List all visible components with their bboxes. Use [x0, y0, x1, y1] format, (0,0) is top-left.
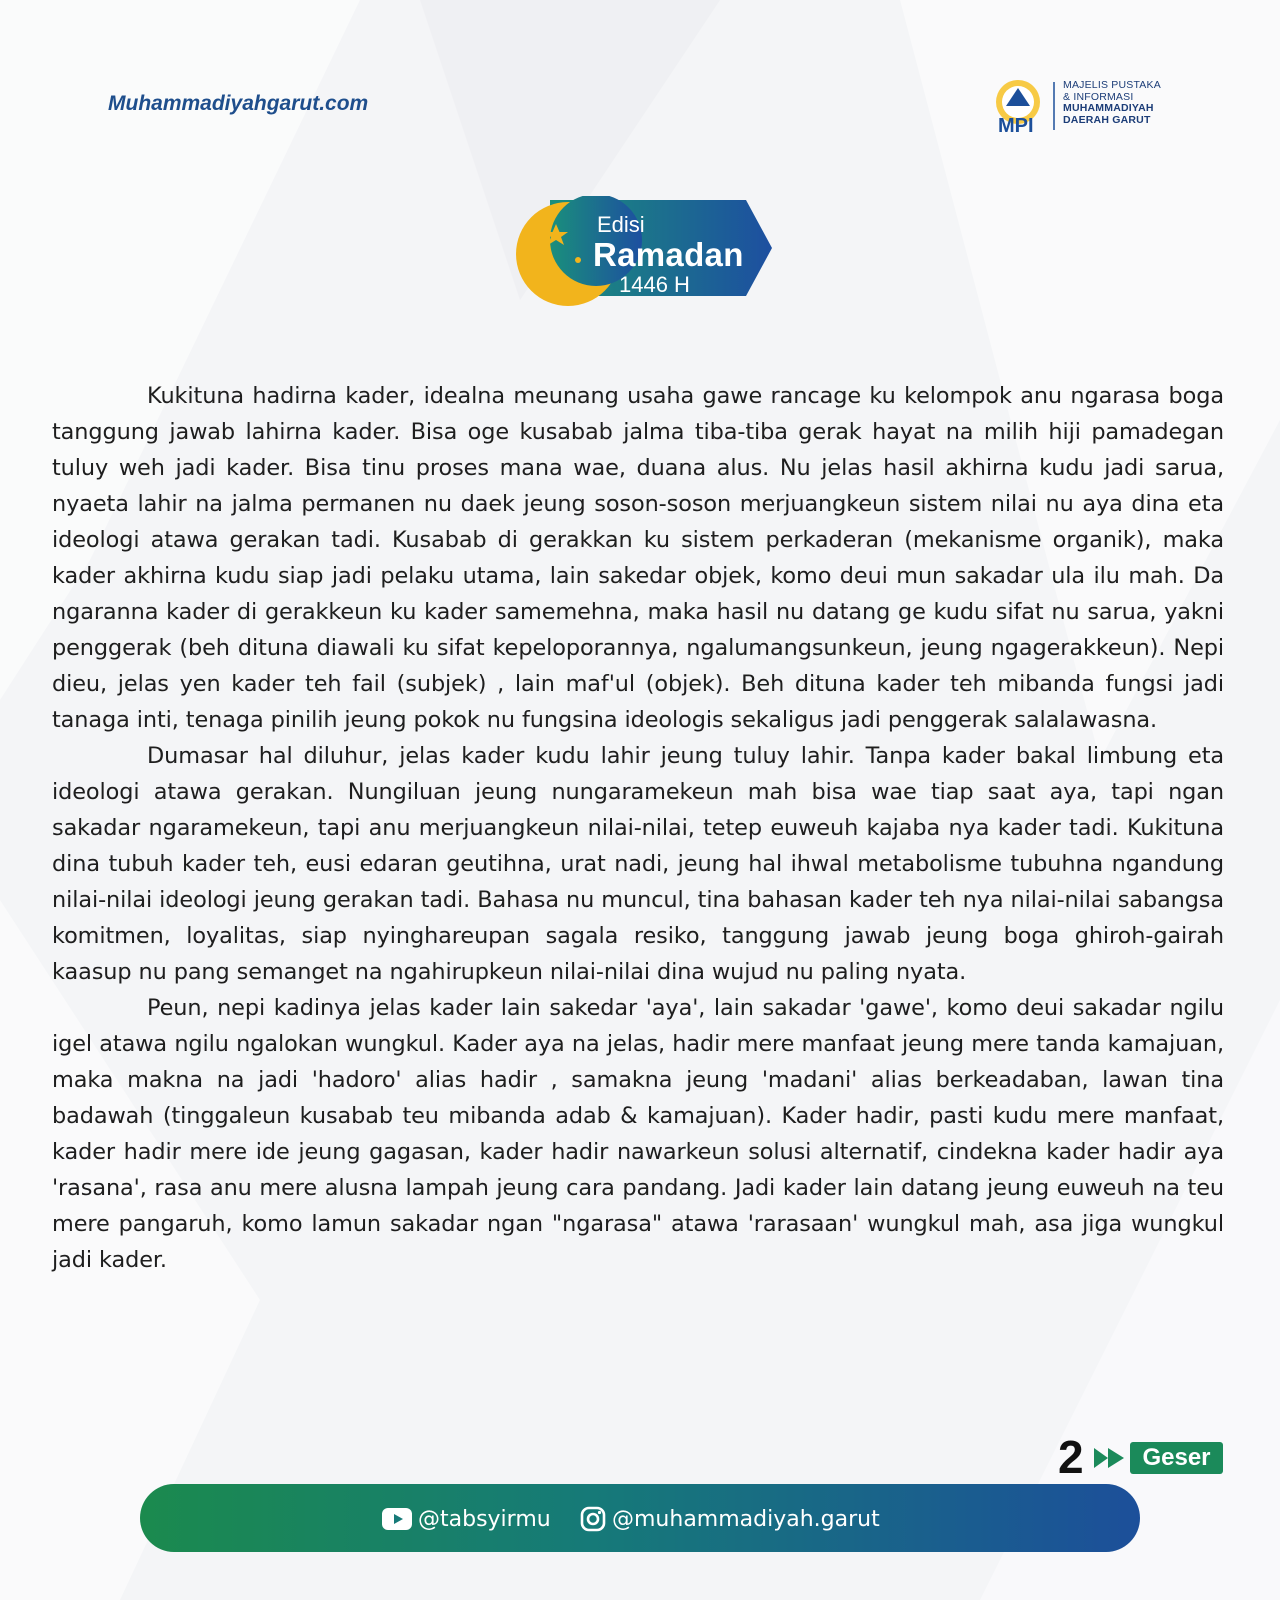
badge-year: 1446 H: [619, 272, 690, 297]
badge-edisi: Edisi: [597, 212, 645, 237]
org-line-3: MUHAMMADIYAH: [1063, 102, 1154, 114]
org-name: [1063, 80, 1161, 126]
next-slide-button[interactable]: Geser: [1130, 1442, 1223, 1474]
youtube-icon: [382, 1508, 412, 1530]
paragraph-2: Dumasar hal diluhur, jelas kader kudu lahir jeung tuluy lahir. Tanpa kader bakal limbung eta ideologi atawa gerakan. Nungiluan jeung nungaramekeun mah bisa wae tiap saat aya, tapi ngan sakadar ngaramekeun, tapi anu merjuangkeun nilai-nilai, tetep euweuh kajaba nya kader tadi. Kukituna dina tubuh kader teh, eusi edaran geutihna, urat nadi, jeung hal ihwal metabolisme tubuhna ngandung nilai-nilai ideologi jeung gerakan tadi. Bahasa nu muncul, tina bahasan kader teh nya nilai-nilai sabangsa komitmen, loyalitas, siap nyinghareupan sagala resiko, tanggung jawab jeung boga ghiroh-gairah kaasup nu pang semanget na ngahirupkeun nilai-nilai dina wujud nu paling nyata.: [52, 743, 1224, 985]
badge-ramadan: Ramadan: [593, 236, 744, 273]
org-line-2: & INFORMASI: [1063, 90, 1134, 103]
instagram-icon: [580, 1506, 606, 1532]
org-line-4: DAERAH GARUT: [1063, 113, 1151, 126]
instagram-link[interactable]: [580, 1504, 880, 1534]
site-url[interactable]: Muhammadiyahgarut.com: [108, 92, 369, 115]
article-body: [52, 378, 1224, 1278]
youtube-link[interactable]: [382, 1504, 551, 1534]
page-number: 2: [1058, 1431, 1084, 1483]
instagram-handle: @muhammadiyah.garut: [612, 1506, 880, 1532]
paragraph-3: Peun, nepi kadinya jelas kader lain sakedar 'aya', lain sakadar 'gawe', komo deui sakadar ngilu igel atawa ngilu ngalokan wungkul. Kader aya na jelas, hadir mere manfaat jeung mere tanda kamajuan, maka makna na jadi 'hadoro' alias hadir , samakna jeung 'madani' alias berkeadaban, lawan tina badawah (tinggaleun kusabab teu mibanda adab & kamajuan). Kader hadir, pasti kudu mere manfaat, kader hadir mere ide jeung gagasan, kader hadir nawarkeun solusi alternatif, cindekna kader hadir aya 'rasana', rasa anu mere alusna lampah jeung cara pandang. Jadi kader lain datang jeung euweuh na teu mere pangaruh, komo lamun sakadar ngan "ngarasa" atawa 'rarasaan' wungkul mah, asa jiga wungkul jadi kader.: [52, 995, 1224, 1273]
forward-arrow-icon: [1094, 1446, 1128, 1470]
org-line-1: MAJELIS PUSTAKA: [1063, 79, 1161, 91]
mpi-logo-text: MPI: [998, 115, 1034, 136]
paragraph-1: Kukituna hadirna kader, idealna meunang usaha gawe rancage ku kelompok anu ngarasa boga tanggung jawab lahirna kader. Bisa oge kusabab jalma tiba-tiba gerak hayat na milih hiji pamadegan tuluy weh jadi kader. Bisa tinu proses mana wae, duana alus. Nu jelas hasil akhirna kudu jadi sarua, nyaeta lahir na jalma permanen nu daek jeung soson-soson merjuangkeun sistem nilai nu aya dina eta ideologi atawa gerakan tadi. Kusabab di gerakkan ku sistem perkaderan (mekanisme organik), maka kader akhirna kudu siap jadi pelaku utama, lain sakedar objek, komo deui mun sakadar ula ilu mah. Da ngaranna kader di gerakkeun ku kader samemehna, maka hasil nu datang ge kudu sifat nu sarua, yakni penggerak (beh dituna diawali ku sifat kepeloporannya, ngalumangsunkeun, jeung ngagerakkeun). Nepi dieu, jelas yen kader teh fail (subjek) , lain maf'ul (objek). Beh dituna kader teh mibanda fungsi jadi tanaga inti, tenaga pinilih jeung pokok nu fungsina ideologis sekaligus jadi penggerak salalawasna.: [52, 383, 1224, 733]
youtube-handle: @tabsyirmu: [418, 1506, 551, 1532]
